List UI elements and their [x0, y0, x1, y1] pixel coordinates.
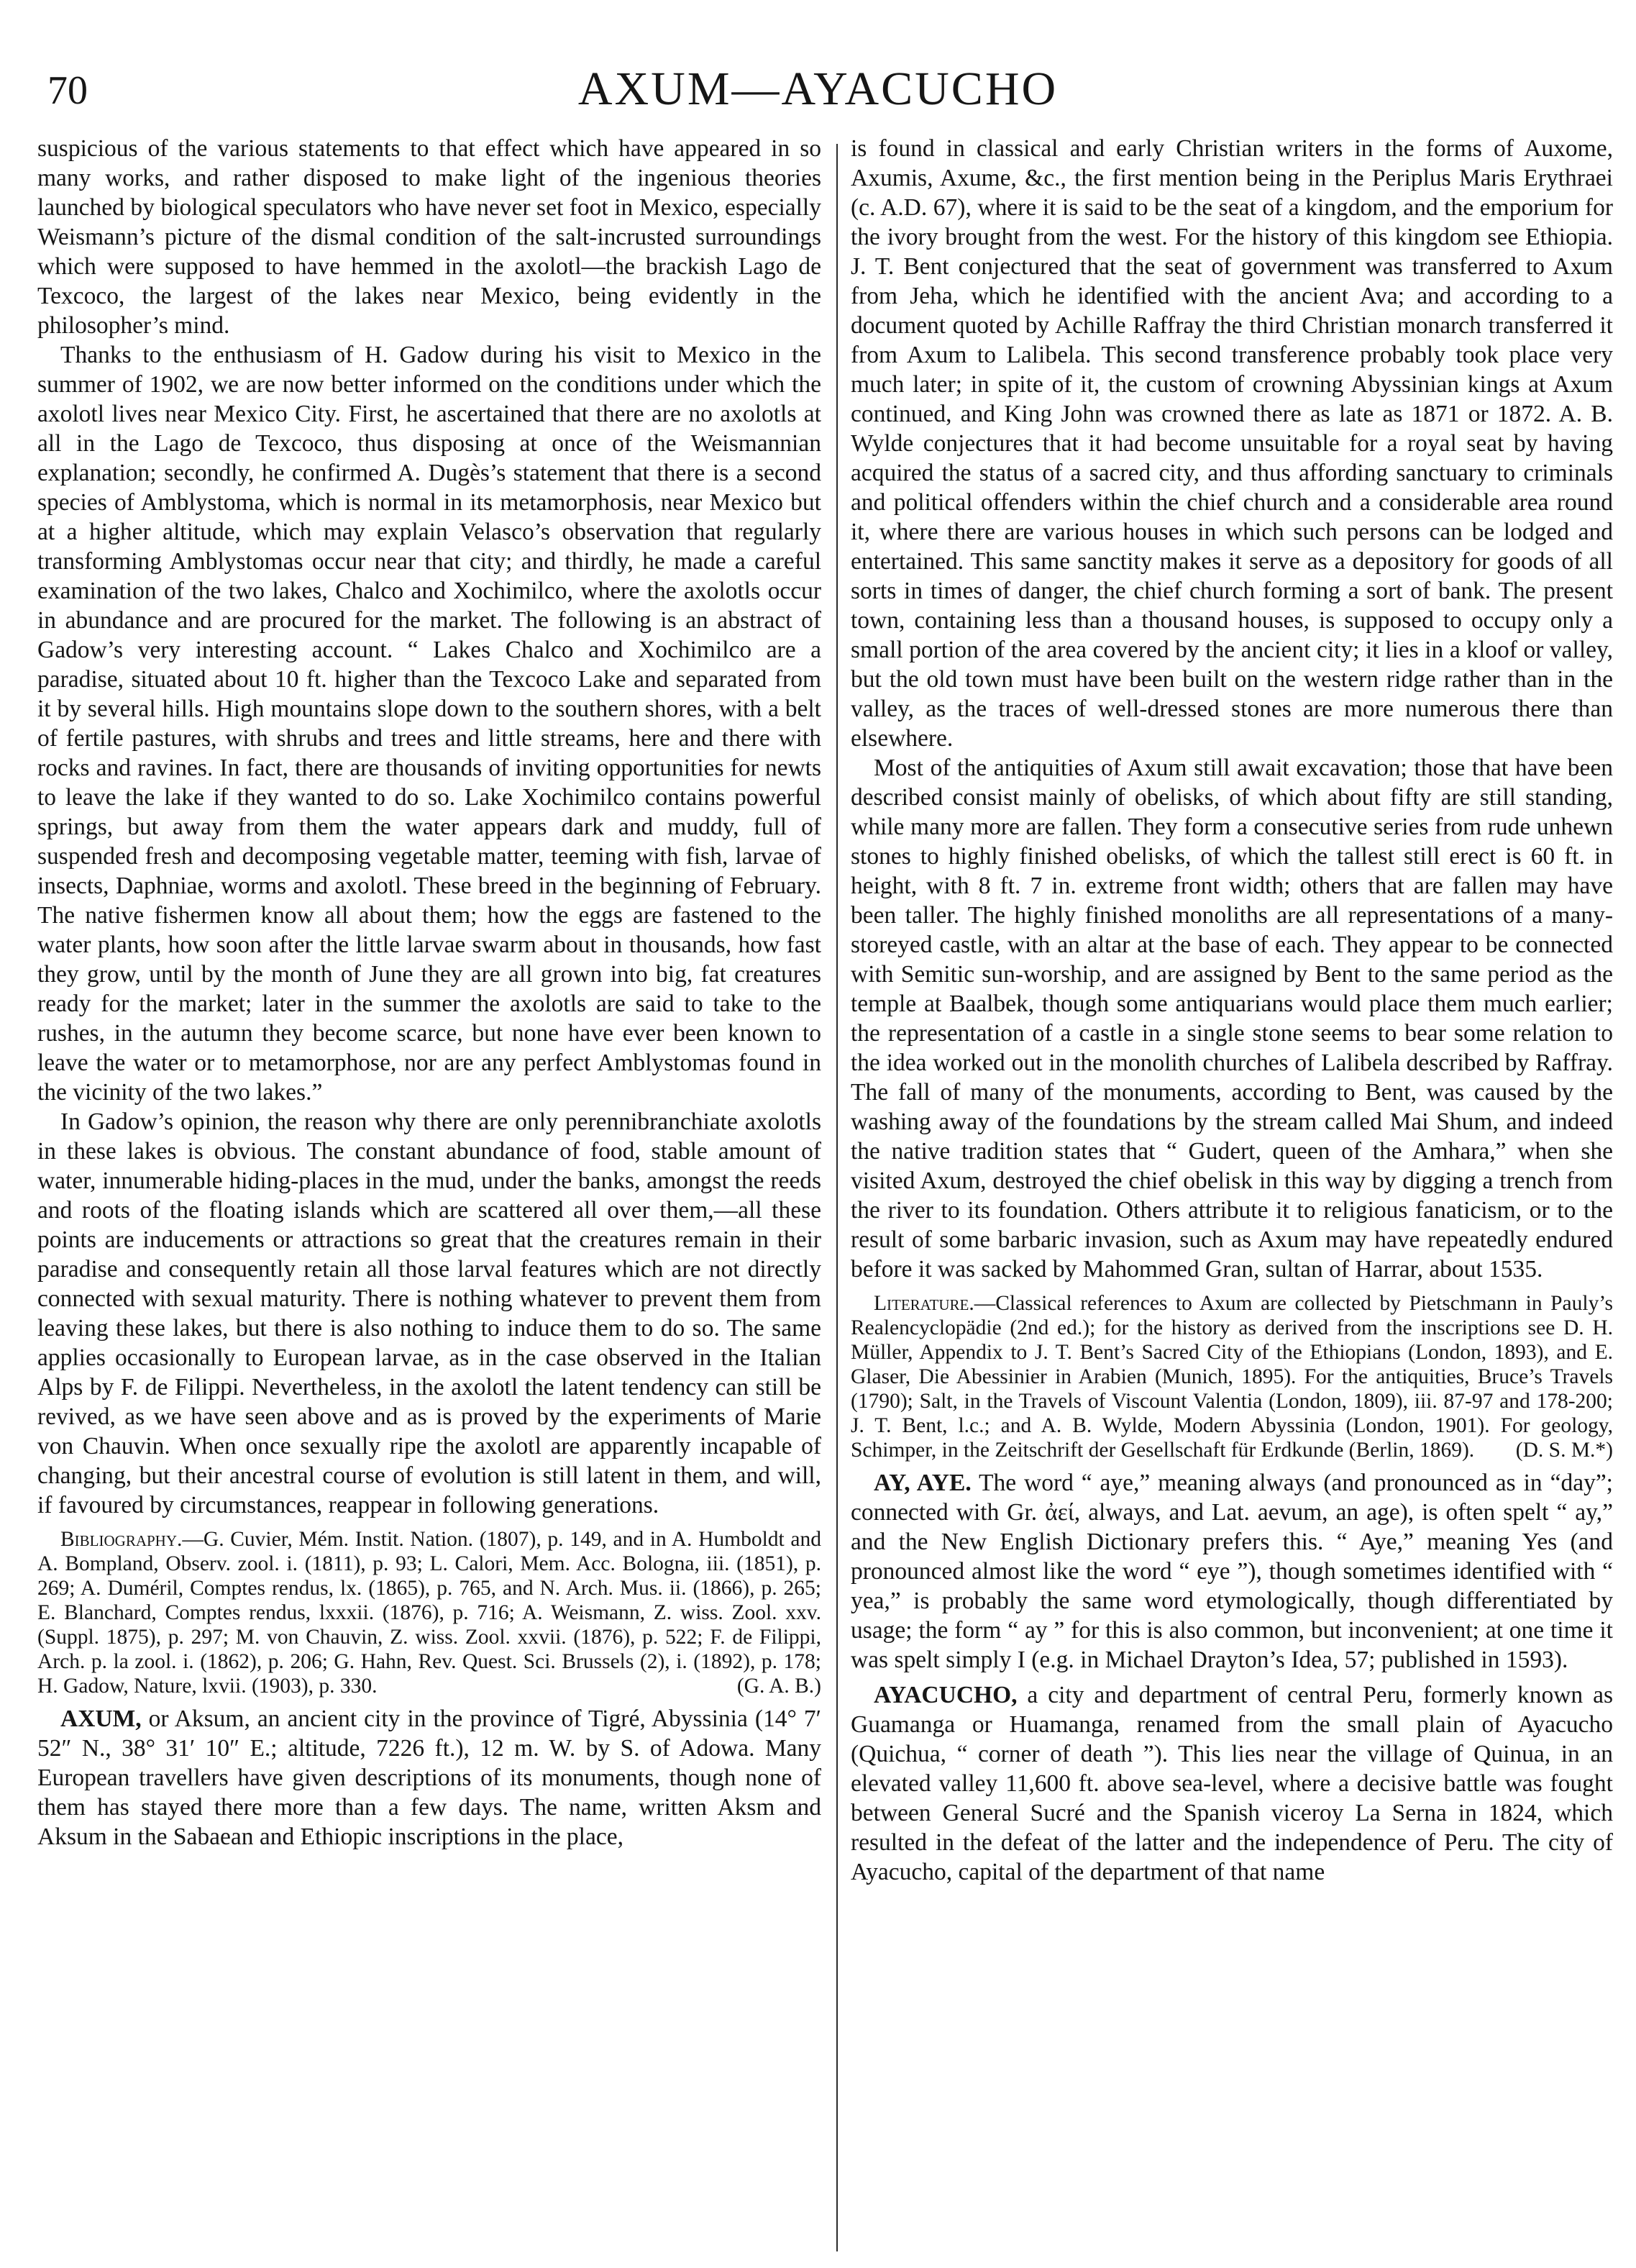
gadow-visit-paragraph: Thanks to the enthusiasm of H. Gadow during his visit to Mexico in the summer of 1902, we are now better informed on the conditions under which the axolotl lives near Mexico City. First, he ascertained that there are no axolotls at all in the Lago de Texcoco, thus disposing at once of the Weismannian explanation; secondly, he confirmed A. Dugès’s statement that there is a second species of Amblystoma, which is normal in its metamorphosis, near Mexico but at a higher altitude, which may explain Velasco’s observation that regularly transforming Amblystomas occur near that city; and thirdly, he made a careful examination of the two lakes, Chalco and Xochimilco, where the axolotls occur in abundance and are procured for the market. The following is an abstract of Gadow’s very interesting account. “ Lakes Chalco and Xochimilco are a paradise, situated about 10 ft. higher than the Texcoco Lake and separated from it by several hills. High mountains slope down to the southern shores, with a belt of fertile pastures, with shrubs and trees and little streams, here and there with rocks and ravines. In fact, there are thousands of inviting opportunities for newts to leave the lake if they wanted to do so. Lake Xochimilco contains powerful springs, but away from them the water appears dark and muddy, full of suspended fresh and decomposing vegetable matter, teeming with fish, larvae of insects, Daphniae, worms and axolotl. These breed in the beginning of February. The native fishermen know all about them; how the eggs are fastened to the water plants, how soon after the little larvae swarm about in thousands, how fast they grow, until by the month of June they are all grown into big, fat creatures ready for the market; later in the summer the axolotls are said to take to the rushes, in the autumn they become scarce, but none have ever been known to leave the water or to metamorphose, nor are any perfect Amblystomas found in the vicinity of the two lakes.” [37, 342, 821, 1106]
bibliography-label: Bibliography. [60, 1528, 183, 1551]
right-column [851, 134, 1613, 2263]
ayacucho-entry [851, 1680, 1613, 1887]
antiquities-paragraph: Most of the antiquities of Axum still await excavation; those that have been described consist mainly of obelisks, of which about fifty are still standing, while many more are fallen. They form a consecutive series from rude unhewn stones to highly finished obelisks, of which the tallest still erect is 60 ft. in height, with 8 ft. 7 in. extreme front width; others that are fallen may have been taller. The highly finished monoliths are all representations of a many-storeyed castle, with an altar at the base of each. They appear to be connected with Semitic sun-worship, and are assigned by Bent to the same period as the temple at Baalbek, though some antiquarians would place them much earlier; the representation of a castle in a single stone seems to bear some relation to the idea worked out in the monolith churches of Lalibela described by Raffray. The fall of many of the monuments, according to Bent, was caused by the washing away of the foundations by the stream called Mai Shum, and indeed the native tradition states that “ Gudert, queen of the Amhara,” when she visited Axum, destroyed the chief obelisk in this way by digging a trench from the river to its foundation. Others attribute it to religious fanaticism, or to the result of some barbaric invasion, such as Axum may have repeatedly endured before it was sacked by Mahommed Gran, sultan of Harrar, about 1535. [851, 755, 1613, 1283]
aye-headword: AY, AYE. [874, 1470, 972, 1496]
axum-continued-paragraph: is found in classical and early Christian writers in the forms of Auxome, Axumis, Axume, &c., the first mention being in the Periplus Maris Erythraei (c. A.D. 67), where it is said to be the seat of a kingdom, and the emporium for the ivory brought from the west. For the history of this kingdom see Ethiopia. J. T. Bent conjectured that the seat of government was transferred to Axum from Jeha, which he identified with the ancient Ava; and according to a document quoted by Achille Raffray the third Christian monarch transferred it from Axum to Lalibela. This second transference probably took place very much later; in spite of it, the custom of crowning Abyssinian kings at Axum continued, and King John was crowned there as late as 1871 or 1872. A. B. Wylde conjectures that it had become unsuitable for a royal seat by having acquired the status of a sacred city, and thus affording sanctuary to criminals and political offenders within the chief church and a considerable area round it, where there are various houses in which such persons can be lodged and entertained. This same sanctity makes it serve as a depository for goods of all sorts in times of danger, the chief church forming a sort of bank. The present town, containing less than a thousand houses, is supposed to occupy only a small portion of the area covered by the ancient city; it lies in a kloof or valley, but the old town must have been built on the western ridge rather than in the valley, as the traces of well-dressed stones are more numerous there than elsewhere. [851, 135, 1613, 752]
left-column [37, 134, 821, 2263]
ayacucho-headword: AYACUCHO, [874, 1682, 1018, 1708]
literature-note [851, 1291, 1613, 1462]
aye-entry [851, 1468, 1613, 1675]
page-header [0, 63, 1636, 121]
bibliography-signature: (G. A. B.) [736, 1675, 821, 1698]
page-number: 70 [47, 68, 88, 113]
bibliography-text: —G. Cuvier, Mém. Instit. Nation. (1807), p. 149, and in A. Humboldt and A. Bompland, Observ. zool. i. (1811), p. 93; L. Calori, Mem. Acc. Bologna, iii. (1851), p. 269; A. Duméril, Comptes rendus, lx. (1865), p. 765, and N. Arch. Mus. ii. (1866), p. 265; E. Blanchard, Comptes rendus, lxxxii. (1876), p. 716; A. Weismann, Z. wiss. Zool. xxv. (Suppl. 1875), p. 297; M. von Chauvin, Z. wiss. Zool. xxvii. (1876), p. 522; F. de Filippi, Arch. p. la zool. i. (1862), p. 206; G. Hahn, Rev. Quest. Sci. Brussels (2), i. (1892), p. 178; H. Gadow, Nature, lxvii. (1903), p. 330. [37, 1528, 821, 1698]
gadow-opinion-paragraph: In Gadow’s opinion, the reason why there are only perennibranchiate axolotls in these lakes is obvious. The constant abundance of food, stable amount of water, innumerable hiding-places in the mud, under the banks, amongst the reeds and roots of the floating islands which are scattered all over them,—all these points are inducements or attractions so great that the creatures remain in their paradise and consequently retain all those larval features which are not directly connected with sexual maturity. There is nothing whatever to prevent them from leaving these lakes, but there is also nothing to induce them to do so. The same applies occasionally to European larvae, as in the case observed in the Italian Alps by F. de Filippi. Nevertheless, in the axolotl the latent tendency can still be revived, as we have seen above and as is proved by the experiments of Marie von Chauvin. When once sexually ripe the axolotl are apparently incapable of changing, but their ancestral course of evolution is still latent in them, and will, if favoured by circumstances, reappear in following generations. [37, 1108, 821, 1518]
literature-signature: (D. S. M.*) [1515, 1439, 1613, 1462]
bibliography-note [37, 1527, 821, 1698]
axolotl-continued-paragraph: suspicious of the various statements to that effect which have appeared in so many works, and rather disposed to make light of the ingenious theories launched by biological speculators who have never set foot in Mexico, especially Weismann’s picture of the dismal condition of the salt-incrusted surroundings which were supposed to have hemmed in the axolotl—the brackish Lago de Texcoco, the largest of the lakes near Mexico, being evidently in the philosopher’s mind. [37, 135, 821, 339]
axum-headword: AXUM, [60, 1705, 142, 1732]
aye-entry-text: The word “ aye,” meaning always (and pronounced as in “day”; connected with Gr. ἀεί, always, and Lat. aevum, an age), is often spelt “ ay,” and the New English Dictionary prefers this. “ Aye,” meaning Yes (and pronounced almost like the word “ eye ”), though sometimes identified with “ yea,” is probably the same word etymologically, though differentiated by usage; the form “ ay ” for this is also common, but inconvenient; at one time it was spelt simply I (e.g. in Michael Drayton’s Idea, 57; published in 1593). [851, 1470, 1613, 1673]
column-divider [836, 144, 838, 2251]
literature-text: —Classical references to Axum are collected by Pietschmann in Pauly’s Realencyclopädie (2nd ed.); for the history as derived from the inscriptions see D. H. Müller, Appendix to J. T. Bent’s Sacred City of the Ethiopians (London, 1893), and E. Glaser, Die Abessinier in Arabien (Munich, 1895). For the antiquities, Bruce’s Travels (1790); Salt, in the Travels of Viscount Valentia (London, 1809), iii. 87-97 and 178-200; J. T. Bent, l.c.; and A. B. Wylde, Modern Abyssinia (London, 1901). For geology, Schimper, in the Zeitschrift der Gesellschaft für Erdkunde (Berlin, 1869). [851, 1292, 1613, 1462]
axum-entry-text: or Aksum, an ancient city in the province of Tigré, Abyssinia (14° 7′ 52″ N., 38° 31′ 10″ E.; altitude, 7226 ft.), 12 m. W. by S. of Adowa. Many European travellers have given descriptions of its monuments, though none of them has stayed there more than a few days. The name, written Aksm and Aksum in the Sabaean and Ethiopic inscriptions in the place, [37, 1705, 821, 1850]
running-head: AXUM—AYACUCHO [577, 63, 1059, 115]
literature-label: Literature. [874, 1292, 974, 1315]
axum-entry [37, 1704, 821, 1852]
ayacucho-entry-text: a city and department of central Peru, formerly known as Guamanga or Huamanga, renamed from the small plain of Ayacucho (Quichua, “ corner of death ”). This lies near the village of Quinua, in an elevated valley 11,600 ft. above sea-level, where a decisive battle was fought between General Sucré and the Spanish viceroy La Serna in 1824, which resulted in the defeat of the latter and the independence of Peru. The city of Ayacucho, capital of the department of that name [851, 1682, 1613, 1885]
